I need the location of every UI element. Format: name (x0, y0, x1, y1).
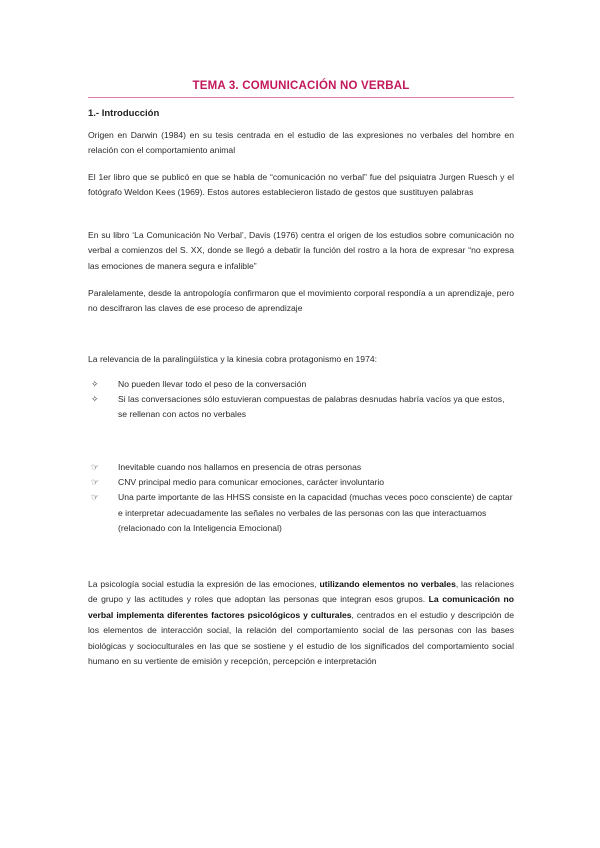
list-item: ✧ No pueden llevar todo el peso de la conversación (88, 377, 514, 392)
paragraph-darwin: Origen en Darwin (1984) en su tesis centrada en el estudio de las expresiones no verbales del hombre en relación con el comportamiento animal (88, 130, 514, 156)
diamond-bullet-icon: ✧ (91, 379, 99, 389)
pointing-hand-icon: ☞ (91, 492, 100, 503)
diamond-list (88, 377, 514, 423)
pointing-hand-icon: ☞ (91, 462, 100, 472)
page-title: TEMA 3. COMUNICACIÓN NO VERBAL (192, 80, 410, 92)
diamond-bullet-icon: ✧ (91, 394, 99, 405)
list-item: ☞ Inevitable cuando nos hallamos en presencia de otras personas (88, 460, 514, 475)
emphasis-text: utilizando elementos no verbales (319, 579, 456, 589)
list-item: ☞ Una parte importante de las HHSS consiste en la capacidad (muchas veces poco consciente) de captar e interpretar adecuadamente las señales no verbales de las personas con las que interactuamos (relacionado con la Inteligencia Emocional) (91, 492, 513, 533)
paragraph-anthropology: Paralelamente, desde la antropología confirmaron que el movimiento corporal respondía a un aprendizaje, pero no descifraron las claves de ese proceso de aprendizaje (88, 288, 514, 314)
emphasis-text: La comunicación no verbal implementa diferentes factores psicológicos y culturales (88, 594, 514, 620)
list-item: ✧ Si las conversaciones sólo estuvieran compuestas de palabras desnudas habría vacíos ya que estos, se rellenan con actos no verbales (91, 394, 505, 420)
paragraph-paralinguistics: La relevancia de la paralingüística y la kinesia cobra protagonismo en 1974: (88, 354, 378, 364)
paragraph-social-psychology: La psicología social estudia la expresión de las emociones, utilizando elementos no verbales, las relaciones de grupo y las actitudes y roles que adoptan las personas que integran esos grupos. La comunicación no verbal implementa diferentes factores psicológicos y culturales, centrados en el estudio y descripción de los elementos de interacción social, la relación del comportamiento social de las personas con las bases biológicas y socioculturales en las que se sostiene y el estudio de los significados del comportamiento social humano en su vertiente de emisión y recepción, percepción e interpretación (88, 579, 514, 667)
pointing-hand-icon: ☞ (91, 477, 100, 488)
list-item: ☞ CNV principal medio para comunicar emociones, carácter involuntario (88, 475, 514, 490)
paragraph-first-book: El 1er libro que se publicó en que se habla de “comunicación no verbal” fue del psiquiatra Jurgen Ruesch y el fotógrafo Weldon Kees (1969). Estos autores establecieron listado de gestos que sustituyen palabras (88, 172, 514, 198)
section-heading: 1.- Introducción (88, 108, 160, 119)
paragraph-davis: En su libro ‘La Comunicación No Verbal’, Davis (1976) centra el origen de los estudios sobre comunicación no verbal a comienzos del S. XX, donde se llegó a debatir la función del rostro a la hora de expresar “no expresa las emociones de manera segura e infalible” (88, 230, 514, 271)
pointer-list (88, 460, 514, 536)
title-underline (88, 97, 514, 98)
